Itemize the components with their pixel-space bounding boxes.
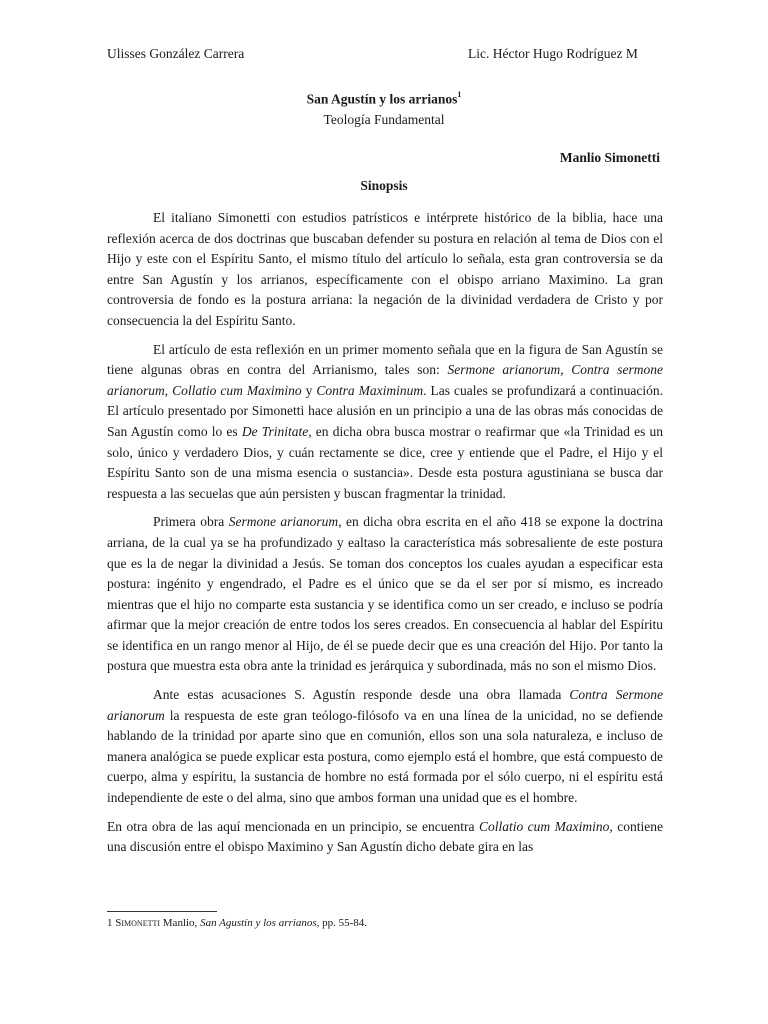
document-title [0,91,768,108]
paragraph-1: El italiano Simonetti con estudios patrísticos e intérprete histórico de la biblia, hace una reflexión acerca de dos doctrinas que buscaban defender su postura en relación al tema de Dios con el Hijo y este con el Espíritu Santo, el mismo título del artículo lo señala, esta gran controversia se da entre San Agustín y los arrianos, específicamente con el obispo arriano Maximino. La gran controversia de fondo es la postura arriana: la negación de la divinidad verdadera de Cristo y por consecuencia la del Espíritu Santo. [107,210,663,328]
paragraph-2: El artículo de esta reflexión en un primer momento señala que en la figura de San Agustín se tiene algunas obras en contra del Arrianismo, tales son: Sermone arianorum, Contra sermone arianorum, Collatio cum Maximino y Contra Maximinum. Las cuales se profundizará a continuación. El artículo presentado por Simonetti hace alusión en un principio a una de las obras más conocidas de San Agustín como lo es De Trinitate, en dicha obra busca mostrar o reafirmar que «la Trinidad es un solo, único y verdadero Dios, y cuán rectamente se dice, cree y entiende que el Padre, el Hijo y el Espíritu Santo son de una misma esencia o sustancia». Desde esta postura agustiniana se busca dar respuesta a las secuelas que aún persisten y buscan fragmentar la trinidad. [107,341,664,501]
paragraph-4: Ante estas acusaciones S. Agustín responde desde una obra llamada Contra Sermone arianorum la respuesta de este gran teólogo-filósofo va en una línea de la unicidad, no se defiende hablando de la trinidad por aparte sino que en comunión, ellos son una sola naturaleza, e incluso de manera analógica se puede explicar esta postura, como ejemplo está el hombre, que está compuesto de cuerpo, alma y espíritu, la sustancia de hombre no está formada por el sólo cuerpo, ni el espíritu está independiente de este o del alma, sino que ambos forman una unidad que es el hombre. [107,687,663,806]
footnote-separator [107,911,217,912]
paragraph-5: En otra obra de las aquí mencionada en un principio, se encuentra Collatio cum Maximino, contiene una discusión entre el obispo Maximino y San Agustín dicho debate gira en las [107,818,663,855]
body-text [107,208,663,866]
header-professor-name: Lic. Héctor Hugo Rodríguez M [468,46,638,61]
header-student-name: Ulisses González Carrera [107,46,245,61]
paragraph-3: Primera obra Sermone arianorum, en dicha obra escrita en el año 418 se expone la doctrina arriana, de la cual ya se ha profundizado y ealtaso la característica más sobresaliente de este postura que es la de negar la divinidad a Jesús. Se toman dos conceptos los cuales ayudan a especificar esta postura: ingénito y engendrado, el Padre es el único que se da el ser por sí mismo, es increado mientras que el hijo no comparte esta sustancia y se identifica como un ser creado, e incluso se podría afirmar que la mejor creación de entre todos los seres creados. En consecuencia al hablar del Espíritu se identifica en un rango menor al Hijo, de él se puede decir que es una creación del Hijo. Por tanto la postura que muestra esta obra ante la trinidad es jerárquica y subordinada, más no son el mismo Dios. [107,514,663,674]
author-name: Manlio Simonetti [559,150,660,165]
document-subtitle: Teología Fundamental [323,112,445,127]
section-heading: Sinopsis [360,178,408,193]
footnote-reference[interactable]: 1 [457,90,462,99]
footnote: 1 Simonetti Manlio, San Agustín y los arrianos, pp. 55-84. [107,917,368,929]
title-text: San Agustín y los arrianos [306,91,458,107]
